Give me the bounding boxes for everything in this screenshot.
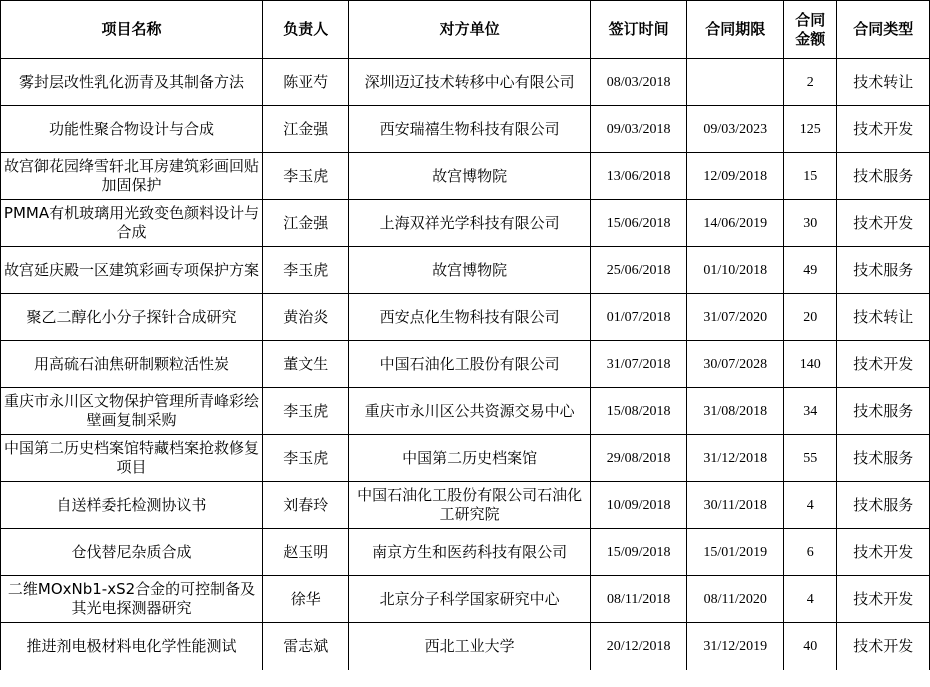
cell-amount: 2	[784, 59, 837, 106]
cell-term: 08/11/2020	[687, 576, 784, 623]
cell-term: 12/09/2018	[687, 153, 784, 200]
table-row	[1, 200, 930, 247]
cell-owner: 黄治炎	[263, 294, 349, 341]
table-row	[1, 388, 930, 435]
table-row	[1, 153, 930, 200]
cell-type: 技术服务	[837, 153, 930, 200]
cell-amount: 34	[784, 388, 837, 435]
cell-owner: 江金强	[263, 200, 349, 247]
table-body	[1, 59, 930, 670]
cell-owner: 董文生	[263, 341, 349, 388]
cell-amount: 30	[784, 200, 837, 247]
cell-amount: 20	[784, 294, 837, 341]
cell-type: 技术服务	[837, 482, 930, 529]
cell-signed: 01/07/2018	[590, 294, 687, 341]
cell-type: 技术服务	[837, 388, 930, 435]
cell-party: 西安瑞禧生物科技有限公司	[349, 106, 590, 153]
cell-owner: 李玉虎	[263, 153, 349, 200]
cell-owner: 徐华	[263, 576, 349, 623]
cell-signed: 15/08/2018	[590, 388, 687, 435]
cell-term: 14/06/2019	[687, 200, 784, 247]
cell-project: 故宫御花园绛雪轩北耳房建筑彩画回贴加固保护	[1, 153, 263, 200]
cell-party: 中国石油化工股份有限公司	[349, 341, 590, 388]
cell-amount: 125	[784, 106, 837, 153]
header-party: 对方单位	[349, 1, 590, 59]
cell-type: 技术开发	[837, 623, 930, 670]
cell-party: 中国石油化工股份有限公司石油化工研究院	[349, 482, 590, 529]
cell-term: 30/11/2018	[687, 482, 784, 529]
table-row	[1, 576, 930, 623]
cell-owner: 陈亚芍	[263, 59, 349, 106]
table-row	[1, 294, 930, 341]
cell-owner: 雷志斌	[263, 623, 349, 670]
cell-type: 技术开发	[837, 106, 930, 153]
cell-amount: 55	[784, 435, 837, 482]
cell-owner: 李玉虎	[263, 388, 349, 435]
cell-amount: 15	[784, 153, 837, 200]
cell-project: 自送样委托检测协议书	[1, 482, 263, 529]
cell-owner: 刘春玲	[263, 482, 349, 529]
cell-type: 技术开发	[837, 341, 930, 388]
cell-party: 故宫博物院	[349, 153, 590, 200]
cell-party: 北京分子科学国家研究中心	[349, 576, 590, 623]
cell-party: 中国第二历史档案馆	[349, 435, 590, 482]
cell-type: 技术开发	[837, 576, 930, 623]
cell-project: 雾封层改性乳化沥青及其制备方法	[1, 59, 263, 106]
cell-signed: 08/03/2018	[590, 59, 687, 106]
cell-project: 推进剂电极材料电化学性能测试	[1, 623, 263, 670]
cell-term: 09/03/2023	[687, 106, 784, 153]
cell-project: 故宫延庆殿一区建筑彩画专项保护方案	[1, 247, 263, 294]
cell-party: 故宫博物院	[349, 247, 590, 294]
cell-party: 西北工业大学	[349, 623, 590, 670]
cell-type: 技术服务	[837, 247, 930, 294]
table-row	[1, 482, 930, 529]
cell-project: 重庆市永川区文物保护管理所青峰彩绘壁画复制采购	[1, 388, 263, 435]
cell-project: PMMA有机玻璃用光致变色颜料设计与合成	[1, 200, 263, 247]
cell-owner: 江金强	[263, 106, 349, 153]
cell-type: 技术转让	[837, 294, 930, 341]
cell-signed: 15/06/2018	[590, 200, 687, 247]
header-owner: 负责人	[263, 1, 349, 59]
cell-term: 31/07/2020	[687, 294, 784, 341]
cell-term: 31/08/2018	[687, 388, 784, 435]
cell-project: 用高硫石油焦研制颗粒活性炭	[1, 341, 263, 388]
cell-project: 聚乙二醇化小分子探针合成研究	[1, 294, 263, 341]
header-amount: 合同 金额	[784, 1, 837, 59]
cell-party: 重庆市永川区公共资源交易中心	[349, 388, 590, 435]
cell-term	[687, 59, 784, 106]
cell-signed: 20/12/2018	[590, 623, 687, 670]
cell-type: 技术开发	[837, 200, 930, 247]
table-row	[1, 623, 930, 670]
cell-party: 上海双祥光学科技有限公司	[349, 200, 590, 247]
cell-term: 01/10/2018	[687, 247, 784, 294]
cell-amount: 140	[784, 341, 837, 388]
cell-party: 深圳迈辽技术转移中心有限公司	[349, 59, 590, 106]
cell-party: 西安点化生物科技有限公司	[349, 294, 590, 341]
cell-project: 仓伐替尼杂质合成	[1, 529, 263, 576]
table-row	[1, 59, 930, 106]
cell-owner: 李玉虎	[263, 247, 349, 294]
cell-amount: 4	[784, 576, 837, 623]
cell-amount: 4	[784, 482, 837, 529]
cell-amount: 40	[784, 623, 837, 670]
cell-signed: 08/11/2018	[590, 576, 687, 623]
table-row	[1, 341, 930, 388]
cell-signed: 25/06/2018	[590, 247, 687, 294]
header-type: 合同类型	[837, 1, 930, 59]
cell-term: 31/12/2019	[687, 623, 784, 670]
header-project: 项目名称	[1, 1, 263, 59]
cell-type: 技术服务	[837, 435, 930, 482]
cell-owner: 赵玉明	[263, 529, 349, 576]
table-row	[1, 106, 930, 153]
cell-signed: 13/06/2018	[590, 153, 687, 200]
cell-project: 中国第二历史档案馆特藏档案抢救修复项目	[1, 435, 263, 482]
cell-amount: 49	[784, 247, 837, 294]
cell-signed: 09/03/2018	[590, 106, 687, 153]
cell-signed: 15/09/2018	[590, 529, 687, 576]
header-signed: 签订时间	[590, 1, 687, 59]
table-header	[1, 1, 930, 59]
table-row	[1, 435, 930, 482]
cell-signed: 29/08/2018	[590, 435, 687, 482]
cell-type: 技术开发	[837, 529, 930, 576]
cell-term: 30/07/2028	[687, 341, 784, 388]
cell-signed: 10/09/2018	[590, 482, 687, 529]
table-row	[1, 247, 930, 294]
cell-term: 31/12/2018	[687, 435, 784, 482]
cell-owner: 李玉虎	[263, 435, 349, 482]
cell-term: 15/01/2019	[687, 529, 784, 576]
cell-type: 技术转让	[837, 59, 930, 106]
cell-signed: 31/07/2018	[590, 341, 687, 388]
cell-project: 功能性聚合物设计与合成	[1, 106, 263, 153]
header-term: 合同期限	[687, 1, 784, 59]
cell-project: 二维MOxNb1-xS2合金的可控制备及其光电探测器研究	[1, 576, 263, 623]
table-row	[1, 529, 930, 576]
cell-party: 南京方生和医药科技有限公司	[349, 529, 590, 576]
cell-amount: 6	[784, 529, 837, 576]
